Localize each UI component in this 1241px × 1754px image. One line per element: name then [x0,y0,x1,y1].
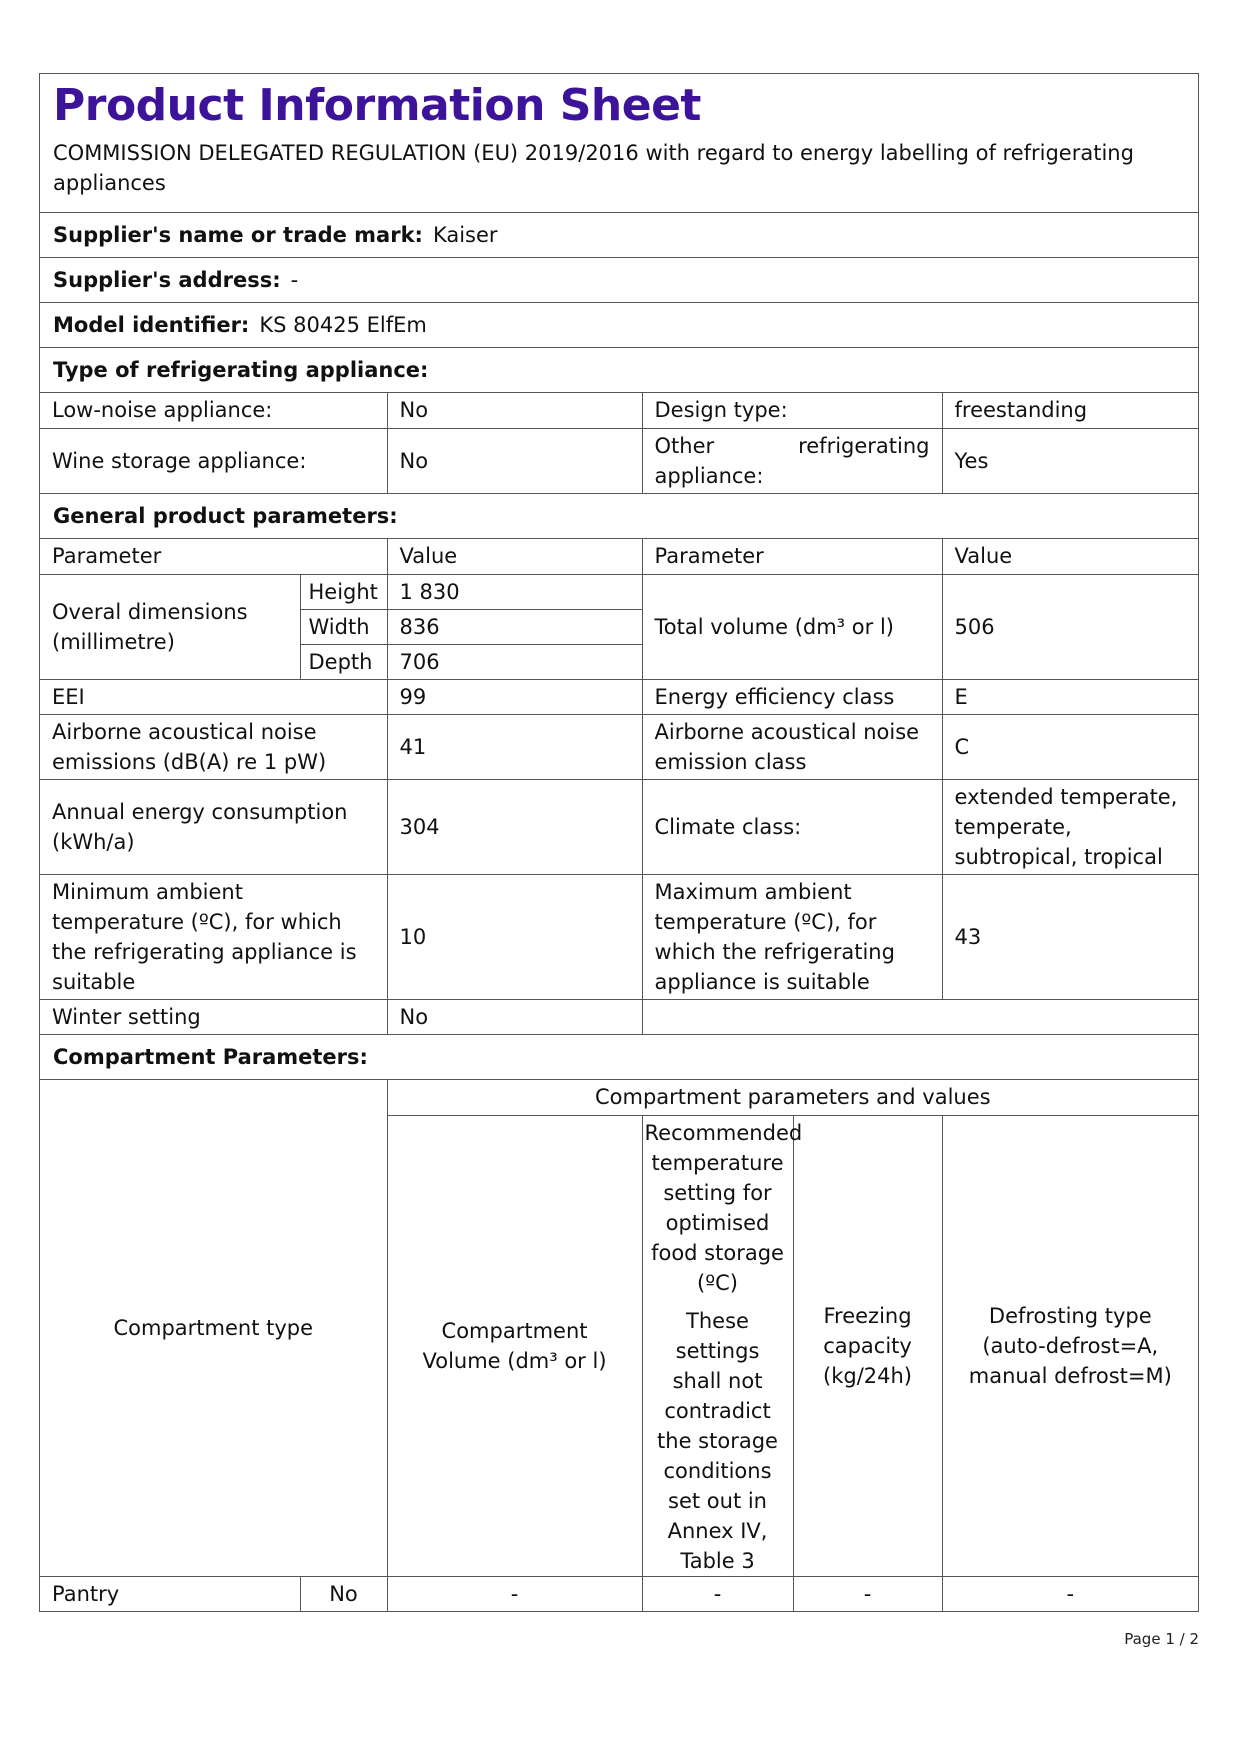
defrost-type-header: Defrosting type (auto-defrost=A, manual defrost=M) [942,1115,1198,1576]
recommended-temp-header [642,1115,803,1576]
max-temp-value: 43 [942,874,1198,999]
recommended-temp-text: Recommended temperature setting for optimised food storage (ºC) [644,1120,803,1295]
general-heading-row [40,494,1198,539]
min-temp-label: Minimum ambient temperature (ºC), for which the refrigerating appliance is suitable [40,874,387,999]
type-heading-row [40,348,1198,393]
width-value: 836 [387,609,642,644]
low-noise-label: Low-noise appliance: [40,393,387,428]
compartment-present: No [300,1576,387,1611]
compartment-volume: - [387,1576,642,1611]
other-refrigerating-label: Other refrigerating appliance: [642,428,942,493]
total-volume-value: 506 [942,574,1198,679]
annual-energy-value: 304 [387,779,642,874]
noise-value: 41 [387,714,642,779]
supplier-name-value: Kaiser [432,223,498,247]
type-table [40,393,1198,493]
compartment-temp: - [642,1576,793,1611]
wine-storage-label: Wine storage appliance: [40,428,387,493]
freezing-capacity-header: Freezing capacity (kg/24h) [793,1115,942,1576]
product-information-sheet [39,73,1199,1612]
general-heading: General product parameters: [53,504,398,528]
design-type-label: Design type: [642,393,942,428]
compartment-type-header: Compartment type [40,1080,387,1576]
annual-energy-label: Annual energy consumption (kWh/a) [40,779,387,874]
compartment-heading: Compartment Parameters: [53,1045,368,1069]
compartment-row [40,1576,1198,1611]
noise-label: Airborne acoustical noise emissions (dB(A) re 1 pW) [40,714,387,779]
other-refrigerating-value: Yes [942,428,1198,493]
eei-value: 99 [387,679,642,714]
settings-note-text: These settings shall not contradict the storage conditions set out in Annex IV, Table 3 [657,1308,778,1573]
compartment-heading-row [40,1035,1198,1080]
supplier-name-row [40,213,1198,258]
eei-label: EEI [40,679,387,714]
design-type-value: freestanding [942,393,1198,428]
compartment-volume-header: Compartment Volume (dm³ or l) [387,1115,642,1576]
wine-storage-value: No [387,428,642,493]
general-parameters-table [40,539,1198,1034]
depth-value: 706 [387,644,642,679]
compartment-freezing: - [793,1576,942,1611]
param-header-2: Parameter [642,539,942,574]
supplier-name-label: Supplier's name or trade mark: [53,223,423,247]
winter-setting-value: No [387,999,642,1034]
title-block [40,74,1198,213]
compartment-type: Pantry [40,1576,300,1611]
model-label: Model identifier: [53,313,250,337]
compartment-table-row [40,1080,1198,1611]
energy-class-value: E [942,679,1198,714]
regulation-text: COMMISSION DELEGATED REGULATION (EU) 2019/2016 with regard to energy labelling of refrigerating appliances [53,141,1134,195]
type-heading: Type of refrigerating appliance: [53,358,429,382]
depth-label: Depth [300,644,387,679]
supplier-address-value: - [290,268,299,292]
empty-cell [642,999,1198,1034]
max-temp-label: Maximum ambient temperature (ºC), for which the refrigerating appliance is suitable [642,874,942,999]
model-value: KS 80425 ElfEm [259,313,427,337]
general-table-row [40,539,1198,1035]
height-label: Height [300,574,387,609]
page-number: Page 1 / 2 [1124,1630,1199,1648]
page-title: Product Information Sheet [53,80,701,131]
noise-class-value: C [942,714,1198,779]
compartment-table [40,1080,1198,1611]
param-header-1: Parameter [40,539,387,574]
value-header-1: Value [387,539,642,574]
climate-class-label: Climate class: [642,779,942,874]
energy-class-label: Energy efficiency class [642,679,942,714]
climate-class-value: extended temperate, temperate, subtropical, tropical [942,779,1198,874]
height-value: 1 830 [387,574,642,609]
compartment-group-header: Compartment parameters and values [387,1080,1198,1115]
compartment-defrost: - [942,1576,1198,1611]
supplier-address-row [40,258,1198,303]
type-table-row [40,393,1198,494]
value-header-2: Value [942,539,1198,574]
dimensions-label: Overal dimensions (millimetre) [40,574,300,679]
width-label: Width [300,609,387,644]
model-row [40,303,1198,348]
noise-class-label: Airborne acoustical noise emission class [642,714,942,779]
low-noise-value: No [387,393,642,428]
min-temp-value: 10 [387,874,642,999]
supplier-address-label: Supplier's address: [53,268,281,292]
total-volume-label: Total volume (dm³ or l) [642,574,942,679]
winter-setting-label: Winter setting [40,999,387,1034]
